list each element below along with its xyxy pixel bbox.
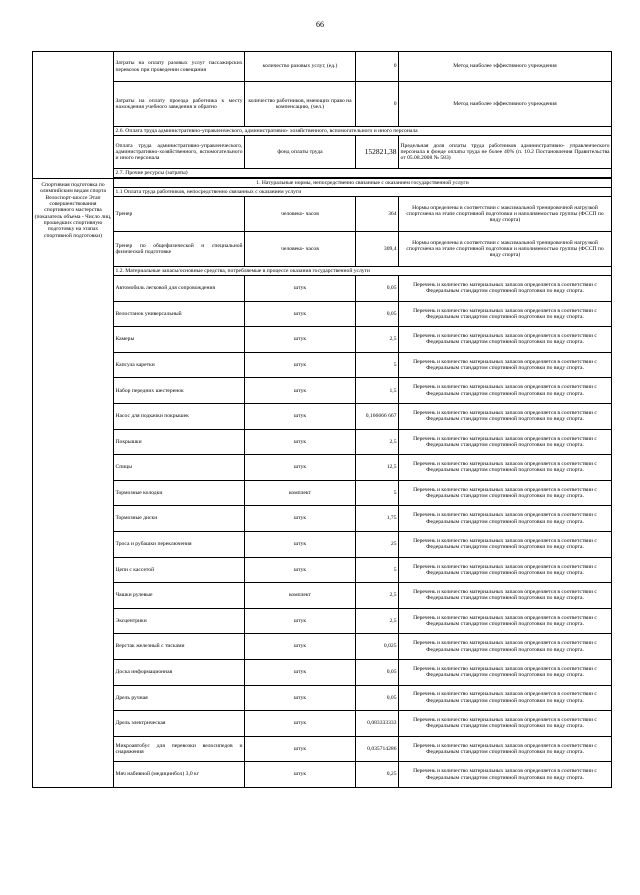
table-row [33, 583, 612, 609]
value-cell: 0,035714286 [356, 736, 399, 762]
table-row [33, 736, 612, 762]
method-cell: Перечень и количество материальных запасов определяется в соответствии с Федеральным стандартом спортивной подготовки по виду спорта. [399, 634, 612, 660]
unit-cell: штук [245, 608, 356, 634]
page-number: 66 [316, 20, 324, 29]
table-row [33, 634, 612, 660]
resource-name: Затраты на оплату проезда работника к месту нахождения учебного заведения и обратно [114, 82, 245, 127]
value-cell: 5 [356, 557, 399, 583]
table-row [33, 136, 612, 169]
section-row [33, 188, 612, 197]
resource-name: Тренер [114, 197, 245, 232]
table-row [33, 455, 612, 481]
table-row [33, 327, 612, 353]
value-cell: 0,25 [356, 762, 399, 788]
table-row [33, 685, 612, 711]
method-cell: Перечень и количество материальных запасов определяется в соответствии с Федеральным стандартом спортивной подготовки по виду спорта. [399, 276, 612, 302]
resource-name: Дрель ручная [114, 685, 245, 711]
value-cell: 364 [356, 197, 399, 232]
method-cell: Перечень и количество материальных запасов определяется в соответствии с Федеральным стандартом спортивной подготовки по виду спорта. [399, 378, 612, 404]
section-heading: 2.7. Прочие ресурсы (затраты) [114, 169, 612, 178]
table-row [33, 429, 612, 455]
method-cell: Метод наиболее эффективного учреждения [399, 52, 612, 82]
value-cell: 0,083333333 [356, 711, 399, 737]
resource-name: Оплата труда административно-управленческого, административно-хозяйственного, вспомогательного и иного персонала [114, 136, 245, 169]
unit-cell: человеко- часов [245, 232, 356, 267]
value-cell: 0,05 [356, 685, 399, 711]
table-row [33, 711, 612, 737]
empty-service-cell [33, 52, 114, 179]
resource-name: Доска информационная [114, 659, 245, 685]
value-cell: 2,5 [356, 327, 399, 353]
method-cell: Перечень и количество материальных запасов определяется в соответствии с Федеральным стандартом спортивной подготовки по виду спорта. [399, 327, 612, 353]
method-cell: Перечень и количество материальных запасов определяется в соответствии с Федеральным стандартом спортивной подготовки по виду спорта. [399, 455, 612, 481]
table-row [33, 480, 612, 506]
section-heading: 2.6. Оплата труда административно-управленческого, административно- хозяйственного, вспомогательного и иного персонала [114, 127, 612, 136]
unit-cell: штук [245, 403, 356, 429]
unit-cell: штук [245, 685, 356, 711]
unit-cell: штук [245, 455, 356, 481]
resource-name: Затраты на оплату разовых услуг пассажирских перевозок при проведении совещания [114, 52, 245, 82]
value-cell: 0,05 [356, 276, 399, 302]
table-row [33, 378, 612, 404]
method-cell: Перечень и количество материальных запасов определяется в соответствии с Федеральным стандартом спортивной подготовки по виду спорта. [399, 531, 612, 557]
section-heading: 1.2. Материальные запасы/основные средства, потребляемые в процессе оказания государственной услуги [114, 267, 612, 276]
value-cell: 1,75 [356, 506, 399, 532]
value-cell: 5 [356, 480, 399, 506]
section-row [33, 127, 612, 136]
table-row [33, 403, 612, 429]
value-cell: 12,5 [356, 455, 399, 481]
resource-name: Эксцентрики [114, 608, 245, 634]
table-row [33, 232, 612, 267]
method-cell: Перечень и количество материальных запасов определяется в соответствии с Федеральным стандартом спортивной подготовки по виду спорта. [399, 711, 612, 737]
unit-cell: комплект [245, 583, 356, 609]
method-cell: Перечень и количество материальных запасов определяется в соответствии с Федеральным стандартом спортивной подготовки по виду спорта. [399, 301, 612, 327]
unit-cell: фонд оплаты труда [245, 136, 356, 169]
section-heading: 1.1 Оплата труда работников, непосредственно связанных с оказанием услуги [114, 188, 612, 197]
resource-name: Насос для подкачки покрышек [114, 403, 245, 429]
unit-cell: штук [245, 378, 356, 404]
section-row [33, 179, 612, 188]
value-cell: 0,05 [356, 659, 399, 685]
table-row [33, 506, 612, 532]
table-row [33, 557, 612, 583]
unit-cell: человеко- часов [245, 197, 356, 232]
resource-name: Троса и рубашки переключения [114, 531, 245, 557]
resource-name: Микроавтобус для перевозки велосипедов и снаряжения [114, 736, 245, 762]
value-cell: 0 [356, 52, 399, 82]
method-cell: Метод наиболее эффективного учреждения [399, 82, 612, 127]
resource-name: Капсула каретки [114, 352, 245, 378]
method-cell: Перечень и количество материальных запасов определяется в соответствии с Федеральным стандартом спортивной подготовки по виду спорта. [399, 736, 612, 762]
value-cell: 0,025 [356, 634, 399, 660]
method-cell: Перечень и количество материальных запасов определяется в соответствии с Федеральным стандартом спортивной подготовки по виду спорта. [399, 557, 612, 583]
method-cell: Перечень и количество материальных запасов определяется в соответствии с Федеральным стандартом спортивной подготовки по виду спорта. [399, 659, 612, 685]
method-cell: Нормы определены в соответствии с максимальной тренировочной нагрузкой спортсмена на этапе спортивной подготовки и наполняемостью группы (ФССП по виду спорта) [399, 197, 612, 232]
table-row [33, 352, 612, 378]
method-cell: Перечень и количество материальных запасов определяется в соответствии с Федеральным стандартом спортивной подготовки по виду спорта. [399, 480, 612, 506]
value-cell: 152821,38 [356, 136, 399, 169]
resource-name: Дрель электрическая [114, 711, 245, 737]
unit-cell: штук [245, 557, 356, 583]
table-row [33, 762, 612, 788]
unit-cell: количество работников, имеющих право на компенсацию, (чел.) [245, 82, 356, 127]
method-cell: Перечень и количество материальных запасов определяется в соответствии с Федеральным стандартом спортивной подготовки по виду спорта. [399, 583, 612, 609]
resource-name: Верстак железный с тисками [114, 634, 245, 660]
resource-name: Автомобиль легковой для сопровождения [114, 276, 245, 302]
unit-cell: штук [245, 301, 356, 327]
resource-name: Цепи с кассетой [114, 557, 245, 583]
section-row [33, 169, 612, 178]
table-row [33, 82, 612, 127]
value-cell: 2,5 [356, 583, 399, 609]
unit-cell: штук [245, 531, 356, 557]
resource-name: Камеры [114, 327, 245, 353]
table-row [33, 531, 612, 557]
table-row [33, 301, 612, 327]
cost-norms-table [32, 51, 612, 788]
table-row [33, 197, 612, 232]
unit-cell: штук [245, 352, 356, 378]
method-cell: Перечень и количество материальных запасов определяется в соответствии с Федеральным стандартом спортивной подготовки по виду спорта. [399, 762, 612, 788]
value-cell: 0,166666 667 [356, 403, 399, 429]
value-cell: 25 [356, 531, 399, 557]
unit-cell: штук [245, 711, 356, 737]
section-heading: 1. Натуральные нормы, непосредственно связанные с оказанием государственной услуги [114, 179, 612, 188]
method-cell: Предельная доля оплаты труда работников административно- управленческого персонала в фонде оплаты труда не более 40% (п. 10.2 Постановления Правительства от 05.08.2008 № 583) [399, 136, 612, 169]
resource-name: Тренер по общефизической и специальной физической подготовке [114, 232, 245, 267]
resource-name: Чашки рулевые [114, 583, 245, 609]
service-name-cell: Спортивная подготовка по олимпийским видам спорта Велоспорт-шоссе Этап совершенствования спортивного мастерства (показатель объема - Число лиц, прошедших спортивную подготовку на этапах спортивной подготовки) [33, 179, 114, 788]
table-row [33, 608, 612, 634]
value-cell: 2,5 [356, 608, 399, 634]
resource-name: Тормозные колодки [114, 480, 245, 506]
unit-cell: штук [245, 736, 356, 762]
unit-cell: штук [245, 429, 356, 455]
value-cell: 309,4 [356, 232, 399, 267]
value-cell: 1,5 [356, 378, 399, 404]
value-cell: 5 [356, 352, 399, 378]
resource-name: Спицы [114, 455, 245, 481]
value-cell: 2,5 [356, 429, 399, 455]
resource-name: Набор передних шестеренок [114, 378, 245, 404]
method-cell: Перечень и количество материальных запасов определяется в соответствии с Федеральным стандартом спортивной подготовки по виду спорта. [399, 403, 612, 429]
unit-cell: комплект [245, 480, 356, 506]
table-row [33, 659, 612, 685]
section-row [33, 267, 612, 276]
table-row [33, 276, 612, 302]
unit-cell: штук [245, 762, 356, 788]
method-cell: Нормы определены в соответствии с максимальной тренировочной нагрузкой спортсмена на этапе спортивной подготовки и наполняемостью группы (ФССП по виду спорта) [399, 232, 612, 267]
unit-cell: штук [245, 276, 356, 302]
unit-cell: штук [245, 634, 356, 660]
unit-cell: количество разовых услуг, (ед.) [245, 52, 356, 82]
resource-name: Мяч набивной (медицинбол) 3,0 кг [114, 762, 245, 788]
unit-cell: штук [245, 327, 356, 353]
method-cell: Перечень и количество материальных запасов определяется в соответствии с Федеральным стандартом спортивной подготовки по виду спорта. [399, 506, 612, 532]
method-cell: Перечень и количество материальных запасов определяется в соответствии с Федеральным стандартом спортивной подготовки по виду спорта. [399, 608, 612, 634]
method-cell: Перечень и количество материальных запасов определяется в соответствии с Федеральным стандартом спортивной подготовки по виду спорта. [399, 352, 612, 378]
value-cell: 0 [356, 82, 399, 127]
resource-name: Тормозные диски [114, 506, 245, 532]
value-cell: 0,05 [356, 301, 399, 327]
resource-name: Велостанок универсальный [114, 301, 245, 327]
unit-cell: штук [245, 659, 356, 685]
method-cell: Перечень и количество материальных запасов определяется в соответствии с Федеральным стандартом спортивной подготовки по виду спорта. [399, 685, 612, 711]
method-cell: Перечень и количество материальных запасов определяется в соответствии с Федеральным стандартом спортивной подготовки по виду спорта. [399, 429, 612, 455]
resource-name: Покрышки [114, 429, 245, 455]
table-row [33, 52, 612, 82]
unit-cell: штук [245, 506, 356, 532]
